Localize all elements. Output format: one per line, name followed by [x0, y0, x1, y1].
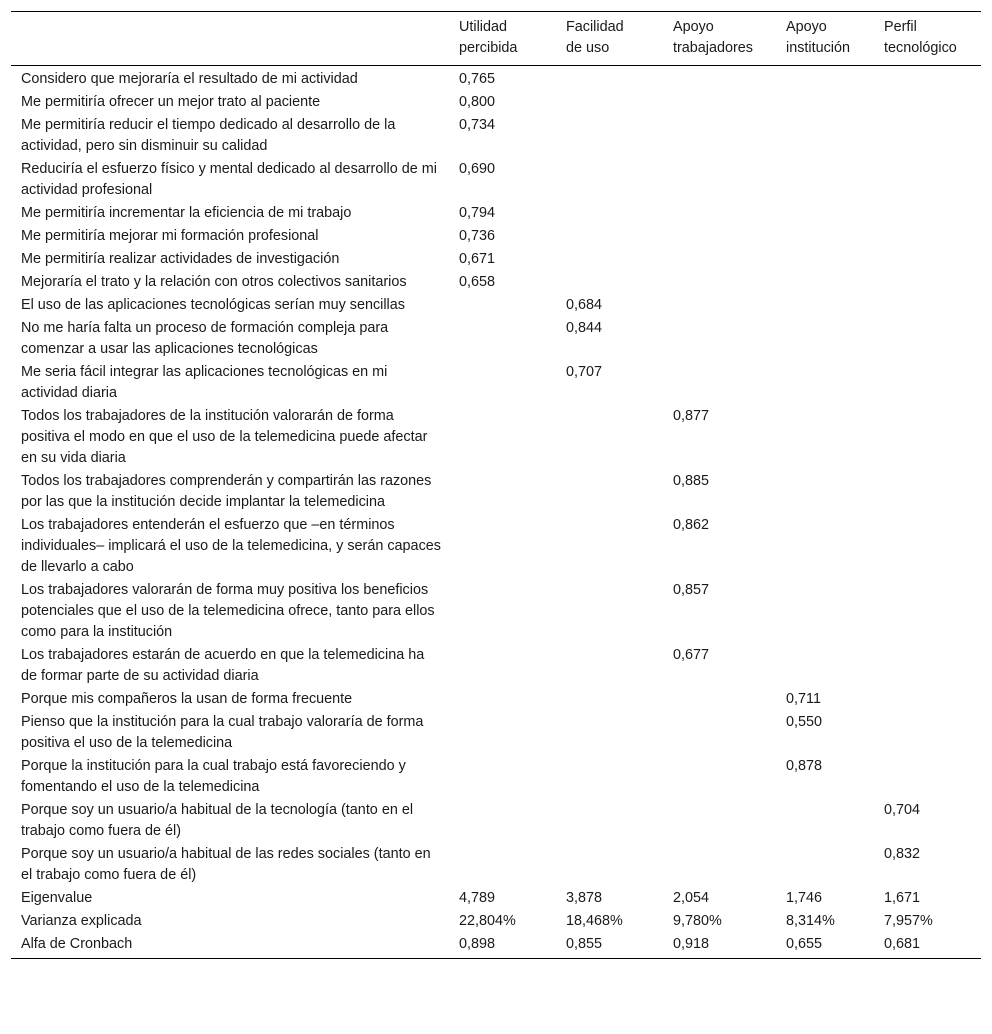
facilidad-de-uso-value: [556, 203, 663, 226]
item-label: Los trabajadores valorarán de forma muy positiva los beneficios potenciales que el uso de la telemedicina ofrece, tanto para ellos como para la institución: [21, 582, 435, 640]
item-label: Me permitiría realizar actividades de investigación: [21, 251, 340, 267]
apoyo-trabajadores-value: [663, 249, 776, 272]
table-row: [11, 318, 981, 362]
table-header: [11, 12, 981, 66]
facilidad-de-uso-value: [556, 844, 663, 888]
header-utilidad-percibida: Utilidad percibida: [459, 19, 518, 56]
apoyo-institucion-value: [776, 92, 874, 115]
perfil-tecnologico-value: [874, 159, 981, 203]
apoyo-institucion-value: [776, 203, 874, 226]
table-row: [11, 645, 981, 689]
utilidad-percibida-value: 0,800: [459, 94, 496, 110]
apoyo-institucion-value: [776, 645, 874, 689]
perfil-tecnologico-value: [874, 272, 981, 295]
utilidad-percibida-value: 0,898: [459, 936, 496, 952]
utilidad-percibida-value: 0,734: [459, 117, 496, 133]
utilidad-percibida-value: [449, 362, 556, 406]
table-row: [11, 934, 981, 959]
header-perfil-tecnologico: Perfil tecnológico: [884, 19, 957, 56]
item-label: Todos los trabajadores de la institución valorarán de forma positiva el modo en que el uso de la telemedicina puede afectar en su vida diaria: [21, 408, 428, 466]
table-row: [11, 800, 981, 844]
facilidad-de-uso-value: [556, 712, 663, 756]
apoyo-trabajadores-value: [663, 362, 776, 406]
table-row: [11, 362, 981, 406]
item-label: Los trabajadores entenderán el esfuerzo que –en términos individuales– implicará el uso de la telemedicina, y serán capaces de llevarlo a cabo: [21, 517, 441, 575]
utilidad-percibida-value: [449, 580, 556, 645]
perfil-tecnologico-value: [874, 362, 981, 406]
table-row: [11, 92, 981, 115]
table-row: [11, 66, 981, 93]
apoyo-institucion-value: 8,314%: [786, 913, 835, 929]
item-label: Los trabajadores estarán de acuerdo en que la telemedicina ha de formar parte de su actividad diaria: [21, 647, 425, 684]
apoyo-institucion-value: [776, 580, 874, 645]
apoyo-trabajadores-value: 0,857: [673, 582, 710, 598]
apoyo-trabajadores-value: 0,885: [673, 473, 710, 489]
utilidad-percibida-value: [449, 406, 556, 471]
header-item: [11, 12, 449, 66]
facilidad-de-uso-value: 0,684: [566, 297, 603, 313]
utilidad-percibida-value: [449, 712, 556, 756]
utilidad-percibida-value: [449, 645, 556, 689]
item-label: Mejoraría el trato y la relación con otros colectivos sanitarios: [21, 274, 407, 290]
apoyo-trabajadores-value: [663, 712, 776, 756]
apoyo-trabajadores-value: 0,862: [673, 517, 710, 533]
utilidad-percibida-value: 0,736: [459, 228, 496, 244]
table-row: [11, 295, 981, 318]
perfil-tecnologico-value: [874, 471, 981, 515]
apoyo-trabajadores-value: 9,780%: [673, 913, 722, 929]
apoyo-trabajadores-value: [663, 318, 776, 362]
item-label: El uso de las aplicaciones tecnológicas serían muy sencillas: [21, 297, 405, 313]
apoyo-institucion-value: 0,550: [786, 714, 823, 730]
perfil-tecnologico-value: [874, 515, 981, 580]
apoyo-institucion-value: 0,655: [786, 936, 823, 952]
item-label: No me haría falta un proceso de formación compleja para comenzar a usar las aplicaciones tecnológicas: [21, 320, 389, 357]
utilidad-percibida-value: 0,794: [459, 205, 496, 221]
apoyo-institucion-value: [776, 159, 874, 203]
facilidad-de-uso-value: [556, 272, 663, 295]
facilidad-de-uso-value: [556, 580, 663, 645]
table-row: [11, 471, 981, 515]
table-row: [11, 159, 981, 203]
item-label: Varianza explicada: [21, 913, 142, 929]
apoyo-institucion-value: [776, 66, 874, 93]
header-facilidad-de-uso: Facilidad de uso: [566, 19, 624, 56]
item-label: Me seria fácil integrar las aplicaciones tecnológicas en mi actividad diaria: [21, 364, 388, 401]
table-row: [11, 712, 981, 756]
table-row: [11, 203, 981, 226]
apoyo-trabajadores-value: [663, 756, 776, 800]
perfil-tecnologico-value: [874, 66, 981, 93]
item-label: Pienso que la institución para la cual trabajo valoraría de forma positiva el uso de la telemedicina: [21, 714, 424, 751]
utilidad-percibida-value: 4,789: [459, 890, 496, 906]
perfil-tecnologico-value: [874, 406, 981, 471]
table-row: [11, 580, 981, 645]
facilidad-de-uso-value: [556, 800, 663, 844]
item-label: Me permitiría mejorar mi formación profesional: [21, 228, 319, 244]
item-label: Eigenvalue: [21, 890, 93, 906]
utilidad-percibida-value: [449, 295, 556, 318]
facilidad-de-uso-value: [556, 406, 663, 471]
table-row: [11, 844, 981, 888]
apoyo-institucion-value: [776, 515, 874, 580]
apoyo-trabajadores-value: [663, 689, 776, 712]
apoyo-trabajadores-value: [663, 115, 776, 159]
facilidad-de-uso-value: 0,855: [566, 936, 603, 952]
facilidad-de-uso-value: [556, 471, 663, 515]
apoyo-institucion-value: [776, 844, 874, 888]
item-label: Todos los trabajadores comprenderán y compartirán las razones por las que la institución decide implantar la telemedicina: [21, 473, 432, 510]
table-row: [11, 272, 981, 295]
apoyo-institucion-value: 0,878: [786, 758, 823, 774]
apoyo-institucion-value: 0,711: [786, 691, 821, 707]
item-label: Me permitiría ofrecer un mejor trato al paciente: [21, 94, 321, 110]
apoyo-trabajadores-value: 0,918: [673, 936, 710, 952]
item-label: Porque soy un usuario/a habitual de la tecnología (tanto en el trabajo como fuera de él): [21, 802, 414, 839]
apoyo-trabajadores-value: [663, 159, 776, 203]
apoyo-institucion-value: [776, 226, 874, 249]
apoyo-institucion-value: [776, 272, 874, 295]
facilidad-de-uso-value: [556, 159, 663, 203]
apoyo-trabajadores-value: [663, 66, 776, 93]
table-row: [11, 689, 981, 712]
apoyo-trabajadores-value: [663, 92, 776, 115]
perfil-tecnologico-value: [874, 295, 981, 318]
perfil-tecnologico-value: [874, 203, 981, 226]
apoyo-institucion-value: [776, 115, 874, 159]
header-row: [11, 12, 981, 66]
utilidad-percibida-value: 0,765: [459, 71, 496, 87]
apoyo-trabajadores-value: [663, 844, 776, 888]
apoyo-trabajadores-value: 0,677: [673, 647, 710, 663]
utilidad-percibida-value: 0,671: [459, 251, 496, 267]
perfil-tecnologico-value: [874, 756, 981, 800]
apoyo-institucion-value: [776, 362, 874, 406]
item-label: Me permitiría incrementar la eficiencia de mi trabajo: [21, 205, 352, 221]
factor-loadings-table: [11, 11, 981, 959]
apoyo-trabajadores-value: [663, 272, 776, 295]
apoyo-trabajadores-value: [663, 226, 776, 249]
perfil-tecnologico-value: 0,681: [884, 936, 921, 952]
table-row: [11, 406, 981, 471]
header-apoyo-institucion: Apoyo institución: [786, 19, 850, 56]
table-row: [11, 226, 981, 249]
apoyo-trabajadores-value: [663, 800, 776, 844]
perfil-tecnologico-value: [874, 689, 981, 712]
utilidad-percibida-value: [449, 318, 556, 362]
facilidad-de-uso-value: 3,878: [566, 890, 603, 906]
facilidad-de-uso-value: [556, 115, 663, 159]
utilidad-percibida-value: [449, 471, 556, 515]
utilidad-percibida-value: 22,804%: [459, 913, 516, 929]
facilidad-de-uso-value: [556, 249, 663, 272]
item-label: Considero que mejoraría el resultado de mi actividad: [21, 71, 358, 87]
apoyo-trabajadores-value: [663, 203, 776, 226]
perfil-tecnologico-value: 0,832: [884, 846, 921, 862]
perfil-tecnologico-value: [874, 92, 981, 115]
apoyo-institucion-value: [776, 318, 874, 362]
facilidad-de-uso-value: [556, 645, 663, 689]
perfil-tecnologico-value: 7,957%: [884, 913, 933, 929]
perfil-tecnologico-value: [874, 580, 981, 645]
table-row: [11, 888, 981, 911]
apoyo-institucion-value: [776, 249, 874, 272]
item-label: Porque mis compañeros la usan de forma frecuente: [21, 691, 353, 707]
facilidad-de-uso-value: [556, 66, 663, 93]
table-row: [11, 515, 981, 580]
item-label: Alfa de Cronbach: [21, 936, 133, 952]
table-body: [11, 66, 981, 959]
utilidad-percibida-value: [449, 800, 556, 844]
perfil-tecnologico-value: [874, 645, 981, 689]
apoyo-trabajadores-value: 2,054: [673, 890, 710, 906]
perfil-tecnologico-value: 1,671: [884, 890, 921, 906]
facilidad-de-uso-value: 0,844: [566, 320, 603, 336]
header-apoyo-trabajadores: Apoyo trabajadores: [673, 19, 753, 56]
apoyo-institucion-value: [776, 295, 874, 318]
utilidad-percibida-value: 0,690: [459, 161, 496, 177]
utilidad-percibida-value: 0,658: [459, 274, 496, 290]
table-row: [11, 756, 981, 800]
perfil-tecnologico-value: [874, 226, 981, 249]
item-label: Me permitiría reducir el tiempo dedicado al desarrollo de la actividad, pero sin disminuir su calidad: [21, 117, 396, 154]
utilidad-percibida-value: [449, 844, 556, 888]
apoyo-institucion-value: [776, 800, 874, 844]
apoyo-trabajadores-value: [663, 295, 776, 318]
perfil-tecnologico-value: [874, 318, 981, 362]
table-row: [11, 911, 981, 934]
facilidad-de-uso-value: [556, 226, 663, 249]
perfil-tecnologico-value: 0,704: [884, 802, 921, 818]
utilidad-percibida-value: [449, 689, 556, 712]
table-row: [11, 115, 981, 159]
utilidad-percibida-value: [449, 515, 556, 580]
perfil-tecnologico-value: [874, 115, 981, 159]
facilidad-de-uso-value: [556, 689, 663, 712]
utilidad-percibida-value: [449, 756, 556, 800]
apoyo-institucion-value: [776, 406, 874, 471]
item-label: Porque soy un usuario/a habitual de las redes sociales (tanto en el trabajo como fuera de él): [21, 846, 431, 883]
facilidad-de-uso-value: 18,468%: [566, 913, 623, 929]
facilidad-de-uso-value: [556, 756, 663, 800]
perfil-tecnologico-value: [874, 712, 981, 756]
table-row: [11, 249, 981, 272]
item-label: Reduciría el esfuerzo físico y mental dedicado al desarrollo de mi actividad profesional: [21, 161, 437, 198]
facilidad-de-uso-value: [556, 515, 663, 580]
facilidad-de-uso-value: 0,707: [566, 364, 603, 380]
perfil-tecnologico-value: [874, 249, 981, 272]
apoyo-trabajadores-value: 0,877: [673, 408, 710, 424]
apoyo-institucion-value: [776, 471, 874, 515]
item-label: Porque la institución para la cual trabajo está favoreciendo y fomentando el uso de la telemedicina: [21, 758, 406, 795]
facilidad-de-uso-value: [556, 92, 663, 115]
apoyo-institucion-value: 1,746: [786, 890, 823, 906]
